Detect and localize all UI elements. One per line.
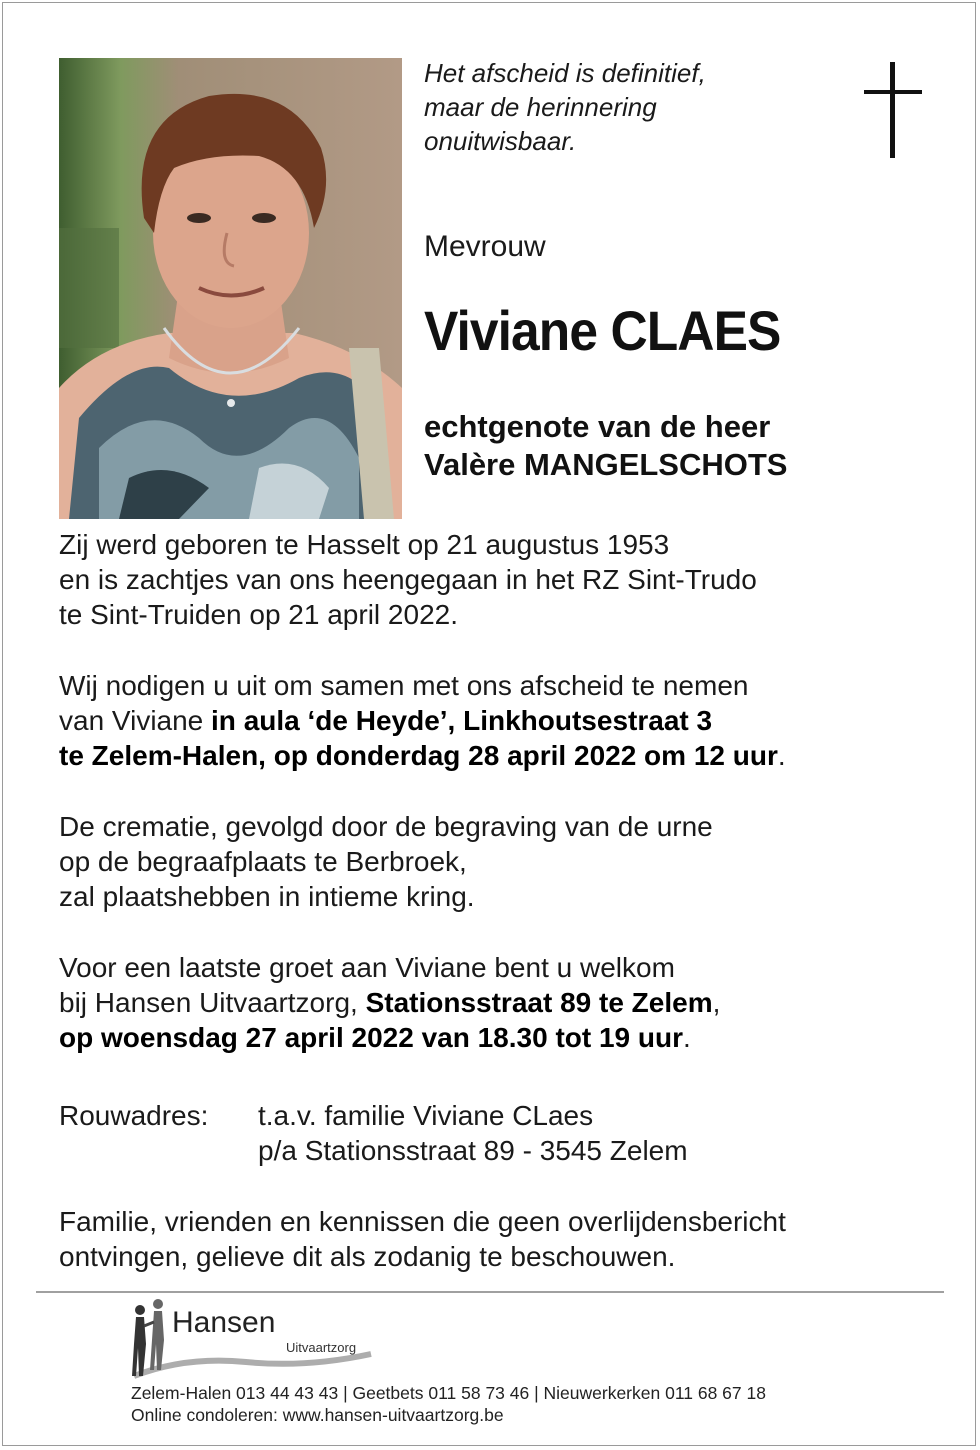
brand-subtitle: Uitvaartzorg <box>286 1340 357 1355</box>
paragraph-line: Wij nodigen u uit om samen met ons afscheid te nemen <box>59 670 749 701</box>
address-line: p/a Stationsstraat 89 - 3545 Zelem <box>258 1135 688 1166</box>
paragraph-line: Voor een laatste groet aan Viviane bent u welkom <box>59 952 675 983</box>
mourning-address-label: Rouwadres: <box>59 1100 209 1131</box>
paragraph-line: Familie, vrienden en kennissen die geen overlijdensbericht <box>59 1206 786 1237</box>
paragraph-line: ontvingen, gelieve dit als zodanig te beschouwen. <box>59 1241 676 1272</box>
online-condolence-link[interactable]: Online condoleren: www.hansen-uitvaartzorg.be <box>131 1405 504 1425</box>
portrait-photo <box>59 58 402 519</box>
spouse-line: echtgenote van de heer <box>424 409 771 444</box>
paragraph-line: te Zelem-Halen, op donderdag 28 april 2022 om 12 uur. <box>59 740 786 771</box>
mourning-address <box>258 1098 688 1168</box>
address-line: t.a.v. familie Viviane CLaes <box>258 1100 594 1131</box>
quote-line: maar de herinnering <box>424 92 657 122</box>
footer-divider <box>36 1291 944 1293</box>
quote-line: Het afscheid is definitief, <box>424 58 706 88</box>
brand-name: Hansen <box>172 1306 276 1339</box>
spouse-info <box>424 408 787 484</box>
paragraph-line: van Viviane in aula ‘de Heyde’, Linkhoutsestraat 3 <box>59 705 713 736</box>
paragraph-line: zal plaatshebben in intieme kring. <box>59 881 475 912</box>
spouse-line: Valère MANGELSCHOTS <box>424 447 788 482</box>
deceased-name: Viviane CLAES <box>424 299 781 362</box>
salutation: Mevrouw <box>424 230 546 263</box>
farewell-paragraph <box>59 668 786 773</box>
cremation-paragraph <box>59 809 713 914</box>
birth-death-paragraph <box>59 527 757 632</box>
paragraph-line: De crematie, gevolgd door de begraving van de urne <box>59 811 713 842</box>
paragraph-line: op woensdag 27 april 2022 van 18.30 tot 19 uur. <box>59 1022 691 1053</box>
memorial-quote <box>424 56 706 158</box>
paragraph-line: op de begraafplaats te Berbroek, <box>59 846 467 877</box>
contact-numbers: Zelem-Halen 013 44 43 43 | Geetbets 011 58 73 46 | Nieuwerkerken 011 68 67 18 <box>131 1383 766 1403</box>
closing-paragraph <box>59 1204 786 1274</box>
paragraph-line: en is zachtjes van ons heengegaan in het RZ Sint-Trudo <box>59 564 757 595</box>
cross-icon <box>864 62 922 158</box>
quote-line: onuitwisbaar. <box>424 126 577 156</box>
paragraph-line: Zij werd geboren te Hasselt op 21 augustus 1953 <box>59 529 670 560</box>
visitation-paragraph <box>59 950 720 1055</box>
paragraph-line: te Sint-Truiden op 21 april 2022. <box>59 599 458 630</box>
paragraph-line: bij Hansen Uitvaartzorg, Stationsstraat 89 te Zelem, <box>59 987 721 1018</box>
